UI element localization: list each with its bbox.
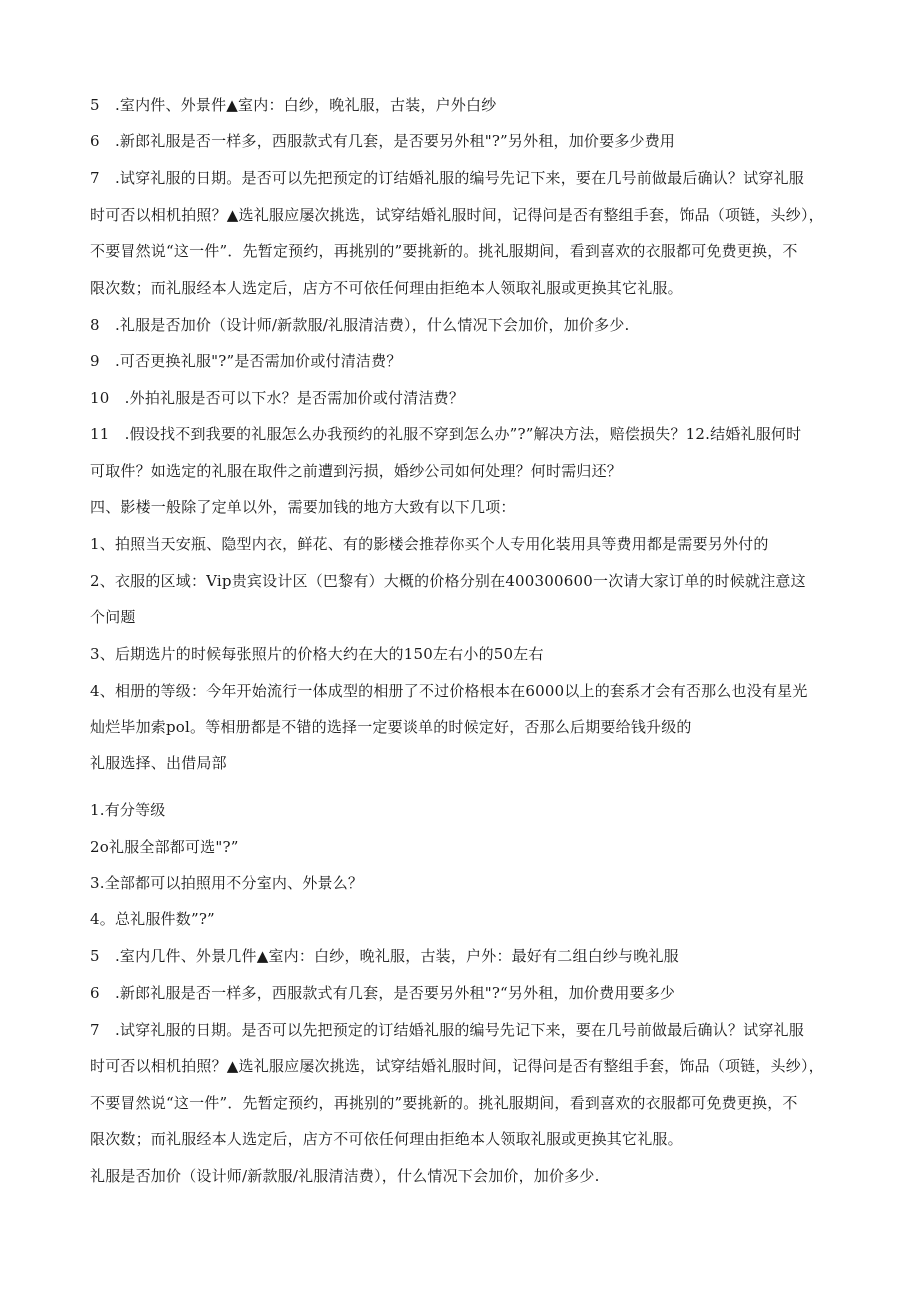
text-line: 不要冒然说“这一件”．先暂定预约，再挑别的”要挑新的。挑礼服期间，看到喜欢的衣服都可免费更换，不 [90, 242, 798, 260]
text-line: 9 .可否更换礼服"?”是否需加价或付清洁费？ [90, 352, 402, 370]
text-line: 2o礼服全部都可选"?” [90, 838, 239, 856]
text-line: 8 .礼服是否加价（设计师/新款服/礼服清洁费），什么情况下会加价，加价多少. [90, 316, 630, 334]
text-line: 礼服是否加价（设计师/新款服/礼服清洁费），什么情况下会加价，加价多少. [90, 1167, 600, 1185]
text-line: 灿烂毕加索pol。等相册都是不错的选择一定要谈单的时候定好，否那么后期要给钱升级的 [90, 718, 692, 736]
text-line: 1.有分等级 [90, 801, 166, 819]
text-line: 个问题 [90, 608, 136, 626]
text-line: 3.全部都可以拍照用不分室内、外景么？ [90, 874, 364, 892]
text-line: 6 .新郎礼服是否一样多，西服款式有几套，是否要另外租"?”另外租，加价要多少费用 [90, 132, 676, 150]
text-line: 1、拍照当天安瓶、隐型内衣，鲜花、有的影楼会推荐你买个人专用化装用具等费用都是需要另外付的 [90, 535, 769, 553]
text-line: 7 .试穿礼服的日期。是否可以先把预定的订结婚礼服的编号先记下来，要在几号前做最后确认？试穿礼服 [90, 169, 804, 187]
text-line: 6 .新郎礼服是否一样多，西服款式有几套，是否要另外租"?“另外租，加价费用要多少 [90, 984, 676, 1002]
section-heading: 礼服选择、出借局部 [90, 754, 227, 772]
text-line: 11 .假设找不到我要的礼服怎么办我预约的礼服不穿到怎么办”?”解决方法，赔偿损失？12.结婚礼服何时 [90, 425, 802, 443]
text-line: 3、后期选片的时候每张照片的价格大约在大的150左右小的50左右 [90, 645, 544, 663]
text-line: 可取件？如选定的礼服在取件之前遭到污损，婚纱公司如何处理？何时需归还？ [90, 462, 623, 480]
text-line: 7 .试穿礼服的日期。是否可以先把预定的订结婚礼服的编号先记下来，要在几号前做最后确认？试穿礼服 [90, 1021, 804, 1039]
section-heading: 四、影楼一般除了定单以外，需要加钱的地方大致有以下几项： [90, 498, 516, 516]
text-line: 2、衣服的区域：Vip贵宾设计区（巴黎有）大概的价格分别在400300600一次请大家订单的时候就注意这 [90, 572, 806, 590]
text-line: 4。总礼服件数”?” [90, 910, 215, 928]
text-line: 5 .室内几件、外景几件▲室内：白纱，晚礼服，古装，户外：最好有二组白纱与晚礼服 [90, 947, 679, 965]
text-line: 限次数；而礼服经本人选定后，店方不可依任何理由拒绝本人领取礼服或更换其它礼服。 [90, 1130, 683, 1148]
text-line: 4、相册的等级：今年开始流行一体成型的相册了不过价格根本在6000以上的套系才会有否那么也没有星光 [90, 682, 808, 700]
text-line: 10 .外拍礼服是否可以下水？是否需加价或付清洁费？ [90, 389, 465, 407]
text-line: 5 .室内件、外景件▲室内：白纱，晚礼服，古装，户外白纱 [90, 96, 497, 114]
text-line: 时可否以相机拍照？▲选礼服应屡次挑选，试穿结婚礼服时间，记得问是否有整组手套，饰品（项链，头纱）， [90, 206, 824, 224]
text-line: 限次数；而礼服经本人选定后，店方不可依任何理由拒绝本人领取礼服或更换其它礼服。 [90, 279, 683, 297]
text-line: 时可否以相机拍照？▲选礼服应屡次挑选，试穿结婚礼服时间，记得问是否有整组手套，饰品（项链，头纱）， [90, 1057, 824, 1075]
text-line: 不要冒然说“这一件”．先暂定预约，再挑别的”要挑新的。挑礼服期间，看到喜欢的衣服都可免费更换，不 [90, 1094, 798, 1112]
